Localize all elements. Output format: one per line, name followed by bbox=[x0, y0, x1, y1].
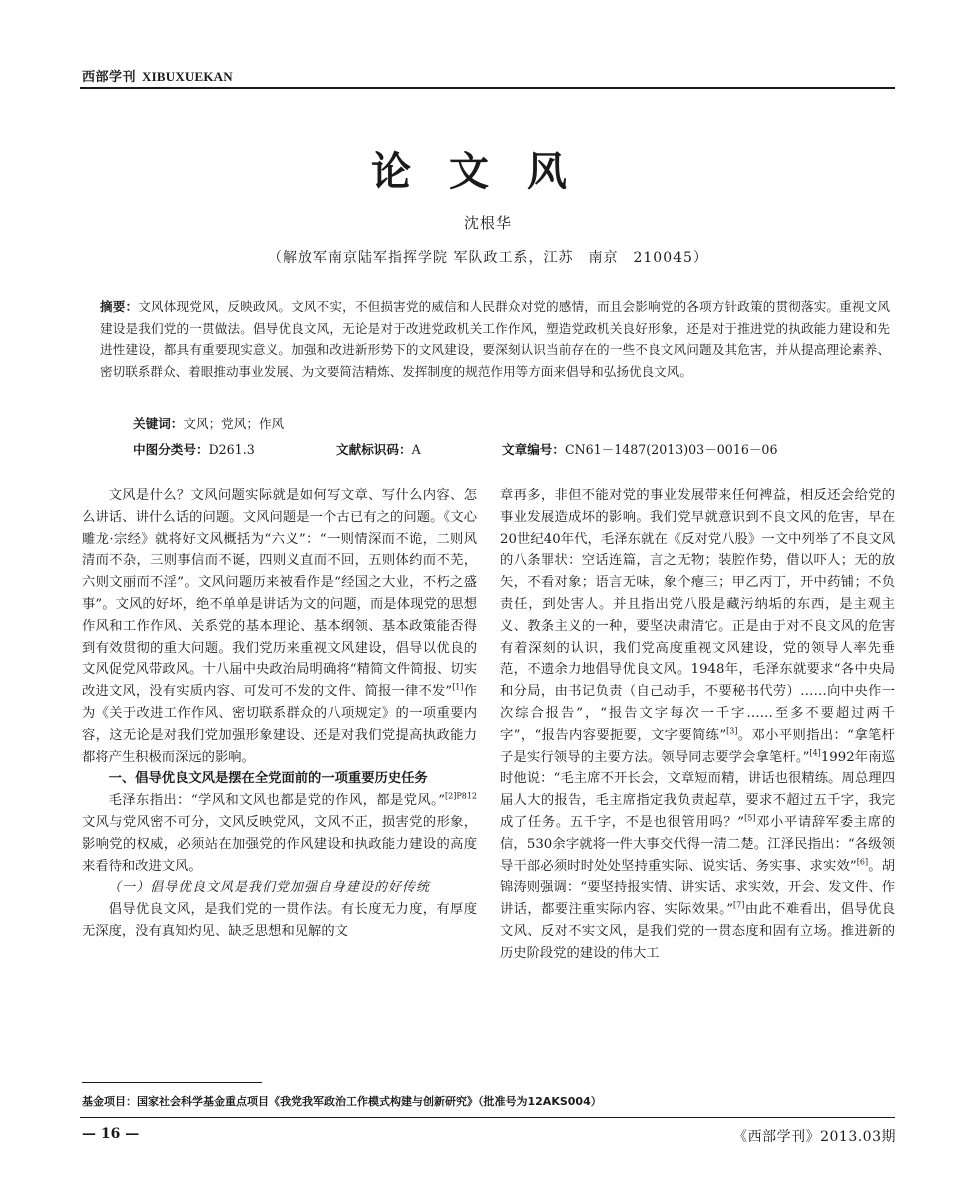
article-label: 文章编号： bbox=[502, 442, 565, 457]
paragraph bbox=[500, 485, 895, 965]
page-number: — 16 — bbox=[82, 1126, 140, 1142]
paragraph-text: 章再多，非但不能对党的事业发展带来任何裨益，相反还会给党的事业发展造成坏的影响。我们党早就意识到不良文风的危害，早在20世纪40年代，毛泽东就在《反对党八股》一文中列举了不良文风的八条罪状：空话连篇，言之无物；装腔作势，借以吓人；无的放矢，不看对象；语言无味，象个瘪三；甲乙丙丁，开中药铺；不负责任，到处害人。并且指出党八股是藏污纳垢的东西，是主观主义、教条主义的一种，要坚决肃清它。正是由于对不良文风的危害有着深刻的认识，我们党高度重视文风建设，党的领导人率先垂范，不遗余力地倡导优良文风。1948年，毛泽东就要求“各中央局和分局，由书记负责（自己动手，不要秘书代劳）……向中央作一次综合报告”，“报告文字每次一千字……至多不要超过两千字”，“报告内容要扼要，文字要简练” bbox=[500, 488, 895, 743]
footnote-rule bbox=[82, 1082, 262, 1083]
subsection-heading: （一）倡导优良文风是我们党加强自身建设的好传统 bbox=[108, 880, 431, 896]
keywords bbox=[133, 413, 284, 432]
article-number bbox=[502, 439, 777, 458]
citation: [5] bbox=[744, 813, 756, 823]
abstract bbox=[100, 296, 890, 382]
abstract-text: 文风体现党风，反映政风。文风不实，不但损害党的威信和人民群众对党的感情，而且会影响党的各项方针政策的贯彻落实。重视文风建设是我们党的一贯做法。倡导优良文风，无论是对于改进党政机关工作作风，塑造党政机关良好形象，还是对于推进党的执政能力建设和先进性建设，都具有重要现实意义。加强和改进新形势下的文风建设，要深刻认识当前存在的一些不良文风问题及其危害，并从提高理论素养、密切联系群众、着眼推动事业发展、为文要简洁精炼、发挥制度的规范作用等方面来倡导和弘扬优良文风。 bbox=[100, 299, 891, 379]
section-heading: 一、倡导优良文风是摆在全党面前的一项重要历史任务 bbox=[108, 771, 428, 787]
left-column bbox=[82, 485, 477, 943]
citation: [2]P812 bbox=[445, 791, 477, 801]
journal-issue: 《西部学刊》2013.03期 bbox=[733, 1129, 896, 1145]
running-head-cn: 西部学刊 bbox=[82, 70, 137, 85]
article-title: 论文风 bbox=[371, 148, 605, 195]
right-column bbox=[500, 485, 895, 965]
paragraph-text: 毛泽东指出：“学风和文风也都是党的作风，都是党风。” bbox=[108, 793, 446, 809]
header-rule bbox=[80, 87, 895, 89]
citation: [4] bbox=[809, 748, 821, 758]
paragraph-text: 作为《关于改进工作作风、密切联系群众的八项规定》的一项重要内容，这无论是对我们党加强形象建设、还是对我们党提高执政能力都将产生积极而深远的影响。 bbox=[82, 684, 477, 765]
clc-value: D261.3 bbox=[208, 442, 255, 457]
paragraph-text: 文风是什么？文风问题实际就是如何写文章、写什么内容、怎么讲话、讲什么话的问题。文风问题是一个古已有之的问题。《文心雕龙·宗经》就将好文风概括为“六义”：“一则情深而不诡，二则风清而不杂，三则事信而不诞，四则义直而不回，五则体约而不芜，六则文丽而不淫”。文风问题历来被看作是“经国之大业，不朽之盛事”。文风的好坏，绝不单单是讲话为文的问题，而是体现党的思想作风和工作作风、关系党的基本理论、基本纲领、基本政策能否得到有效贯彻的重大问题。我们党历来重视文风建设，倡导以优良的文风促党风带政风。十八届中央政治局明确将“精简文件简报、切实改进文风，没有实质内容、可发可不发的文件、简报一律不发” bbox=[82, 488, 478, 700]
author: 沈根华 bbox=[463, 214, 512, 232]
abstract-label: 摘要： bbox=[100, 299, 139, 314]
clc-number bbox=[133, 439, 255, 458]
document-code bbox=[336, 439, 421, 458]
paragraph-text: 1992年南巡时他说：“毛主席不开长会，文章短而精，讲话也很精练。周总理四届人大的报告，毛主席指定我负责起草，要求不超过五千字，我完成了任务。五千字，不是也很管用吗？” bbox=[500, 749, 895, 830]
paragraph-text: 由此不难看出，倡导优良文风、反对不实文风，是我们党的一贯态度和固有立场。推进新的历史阶段党的建设的伟大工 bbox=[500, 902, 896, 961]
doc-label: 文献标识码： bbox=[336, 442, 412, 457]
citation: [6] bbox=[856, 857, 869, 867]
fund-note: 基金项目：国家社会科学基金重点项目《我党我军政治工作模式构建与创新研究》（批准号为12AKS004） bbox=[82, 1095, 602, 1108]
paragraph-text: 。胡锦涛则强调：“要坚持报实情、讲实话、求实效，开会、发文件、作讲话，都要注重实际内容、实际效果。” bbox=[500, 858, 895, 918]
paragraph bbox=[82, 485, 477, 768]
running-head bbox=[82, 66, 233, 85]
affiliation: （解放军南京陆军指挥学院 军队政工系，江苏 南京 210045） bbox=[268, 250, 708, 266]
doc-value: A bbox=[411, 442, 421, 457]
keywords-label: 关键词： bbox=[133, 416, 184, 431]
footer-rule bbox=[80, 1117, 895, 1118]
citation: [1] bbox=[452, 682, 464, 692]
keywords-text: 文风；党风；作风 bbox=[183, 416, 285, 431]
paragraph bbox=[82, 790, 477, 877]
citation: [7] bbox=[733, 900, 745, 910]
paragraph-text: 邓小平请辞军委主席的信，530余字就将一件大事交代得一清二楚。江泽民指出：“各级领导干部必须时时处处坚持重实际、说实话、务实事、求实效” bbox=[500, 814, 895, 874]
article-value: CN61－1487(2013)03－0016－06 bbox=[564, 442, 778, 457]
clc-label: 中图分类号： bbox=[133, 442, 209, 457]
running-head-latin: XIBUXUEKAN bbox=[142, 69, 233, 84]
citation: [3] bbox=[726, 726, 738, 736]
paragraph-text: 。邓小平则指出：“拿笔杆子是实行领导的主要方法。领导同志要学会拿笔杆。” bbox=[500, 727, 895, 765]
paragraph-text: 文风与党风密不可分，文风反映党风，文风不正，损害党的形象，影响党的权威，必须站在加强党的作风建设和执政能力建设的高度来看待和改进文风。 bbox=[82, 814, 477, 874]
paragraph: 倡导优良文风，是我们党的一贯作法。有长度无力度，有厚度无深度，没有真知灼见、缺乏思想和见解的文 bbox=[82, 902, 477, 939]
